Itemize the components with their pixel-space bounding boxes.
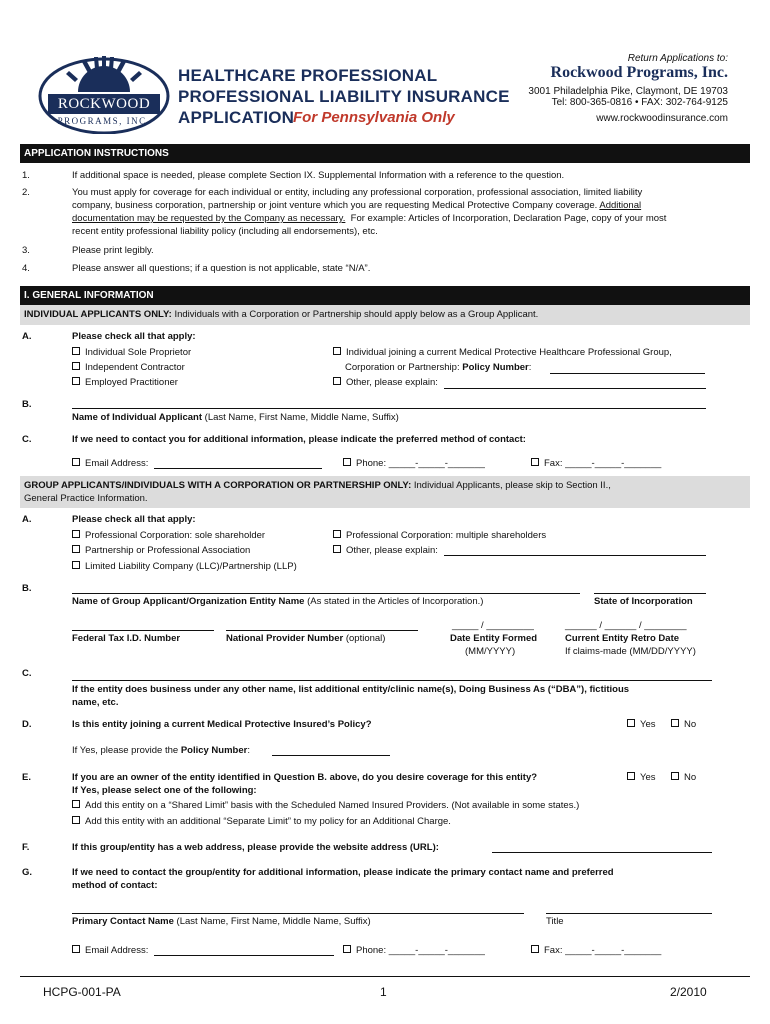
checkbox[interactable] bbox=[72, 561, 80, 569]
checkbox-option[interactable] bbox=[333, 545, 438, 556]
caption-bold: National Provider Number bbox=[226, 633, 344, 644]
title-caption: Title bbox=[546, 916, 564, 927]
checkbox[interactable] bbox=[627, 719, 635, 727]
instruction-underline: Additional bbox=[599, 200, 642, 211]
option-label: Professional Corporation: sole shareholder bbox=[85, 530, 266, 541]
group-applicants-bar bbox=[20, 476, 750, 508]
option-label: Individual Sole Proprietor bbox=[85, 347, 192, 358]
checkbox[interactable] bbox=[627, 772, 635, 780]
checkbox-option[interactable] bbox=[72, 362, 185, 373]
option-label: No bbox=[684, 719, 697, 730]
question-label: A. bbox=[22, 331, 32, 342]
caption-text: (As stated in the Articles of Incorporation.) bbox=[307, 596, 484, 607]
email-field[interactable] bbox=[154, 468, 322, 469]
caption-text: (Last Name, First Name, Middle Name, Suffix) bbox=[176, 916, 371, 927]
option-label: Other, please explain: bbox=[346, 545, 438, 556]
checkbox[interactable] bbox=[333, 377, 341, 385]
question-text: If this group/entity has a web address, please provide the website address (URL): bbox=[72, 842, 439, 853]
group-email-field[interactable] bbox=[154, 955, 334, 956]
contact-fax-option[interactable] bbox=[531, 458, 661, 469]
individual-name-field[interactable] bbox=[72, 408, 706, 409]
npi-field[interactable] bbox=[226, 630, 418, 631]
option-label: Email Address: bbox=[85, 458, 149, 469]
checkbox[interactable] bbox=[333, 530, 341, 538]
option-label: No bbox=[684, 772, 697, 783]
company-website[interactable]: www.rockwoodinsurance.com bbox=[596, 113, 728, 124]
website-field[interactable] bbox=[492, 852, 712, 853]
footer-rule bbox=[20, 976, 750, 977]
checkbox-option[interactable] bbox=[333, 530, 546, 541]
yes-option[interactable] bbox=[627, 719, 656, 730]
question-label: C. bbox=[22, 434, 32, 445]
question-text: Please check all that apply: bbox=[72, 331, 196, 342]
no-option[interactable] bbox=[671, 719, 696, 730]
checkbox-option[interactable] bbox=[333, 347, 672, 358]
instruction-span: For example: Articles of Incorporation, Declaration Page, copy of your most bbox=[350, 213, 667, 224]
fax-field[interactable]: _____-_____-_______ bbox=[565, 458, 662, 469]
caption-line: name, etc. bbox=[72, 697, 119, 708]
state-caption: State of Incorporation bbox=[594, 596, 693, 607]
prompt-bold: Policy Number bbox=[180, 745, 248, 756]
question-label: D. bbox=[22, 719, 32, 730]
bar-bold: INDIVIDUAL APPLICANTS ONLY: bbox=[24, 309, 172, 320]
dba-field[interactable] bbox=[72, 680, 712, 681]
date-formed-format: (MM/YYYY) bbox=[465, 646, 516, 657]
instructions-heading: APPLICATION INSTRUCTIONS bbox=[20, 144, 750, 163]
checkbox[interactable] bbox=[72, 800, 80, 808]
bar-text: Individuals with a Corporation or Partnership should apply below as a Group Applicant. bbox=[174, 309, 539, 320]
question-line: If we need to contact the group/entity for additional information, please indicate the primary contact name and preferred bbox=[72, 867, 614, 878]
checkbox[interactable] bbox=[343, 458, 351, 466]
instruction-text: Please answer all questions; if a question is not applicable, state “N/A”. bbox=[72, 263, 371, 274]
instruction-line bbox=[72, 199, 712, 212]
bar-text: Individual Applicants, please skip to Section II., bbox=[413, 480, 611, 491]
checkbox[interactable] bbox=[72, 545, 80, 553]
bar-line: General Practice Information. bbox=[24, 493, 148, 504]
field-caption bbox=[72, 412, 399, 423]
question-label: G. bbox=[22, 867, 33, 878]
contact-email-option[interactable] bbox=[72, 945, 148, 956]
option-label: Email Address: bbox=[85, 945, 149, 956]
group-name-field[interactable] bbox=[72, 593, 580, 594]
checkbox[interactable] bbox=[72, 347, 80, 355]
date-formed-field[interactable]: _____ / _________ bbox=[452, 620, 534, 631]
question-label: A. bbox=[22, 514, 32, 525]
company-phone-fax: Tel: 800-365-0816 • FAX: 302-764-9125 bbox=[551, 97, 728, 108]
company-address: 3001 Philadelphia Pike, Claymont, DE 19703 bbox=[528, 86, 728, 97]
checkbox-option[interactable] bbox=[72, 561, 297, 572]
form-title-line1: HEALTHCARE PROFESSIONAL bbox=[178, 66, 438, 85]
caption-bold: Name of Individual Applicant bbox=[72, 412, 203, 423]
checkbox[interactable] bbox=[343, 945, 351, 953]
contact-phone-option[interactable] bbox=[343, 945, 485, 956]
question-text: If you are an owner of the entity identified in Question B. above, do you desire coverage for this entity? bbox=[72, 772, 538, 783]
company-logo bbox=[38, 52, 170, 134]
contact-title-field[interactable] bbox=[546, 913, 712, 914]
logo-name: ROCKWOOD bbox=[57, 96, 151, 112]
logo-subtitle: PROGRAMS, INC. bbox=[57, 116, 151, 126]
instruction-num: 4. bbox=[22, 263, 30, 274]
option-label: Fax: bbox=[544, 458, 563, 469]
checkbox[interactable] bbox=[72, 945, 80, 953]
instruction-line: You must apply for coverage for each individual or entity, including any professional corporation, professional association, limited liability bbox=[72, 187, 643, 198]
retro-date-field[interactable]: ______ / ______ / ________ bbox=[565, 620, 687, 631]
checkbox-option[interactable] bbox=[72, 377, 178, 388]
primary-contact-field[interactable] bbox=[72, 913, 524, 914]
group-other-explain-field[interactable] bbox=[444, 555, 706, 556]
instruction-line bbox=[72, 212, 712, 225]
instruction-text bbox=[72, 186, 712, 238]
contact-email-option[interactable] bbox=[72, 458, 148, 469]
bar-bold: GROUP APPLICANTS/INDIVIDUALS WITH A CORPORATION OR PARTNERSHIP ONLY: bbox=[24, 480, 412, 491]
caption-line: If the entity does business under any other name, list additional entity/clinic name(s), Doing Business As (“DBA”), fictitious bbox=[72, 684, 630, 695]
option-label: Add this entity on a “Shared Limit” basis with the Scheduled Named Insured Providers. (Not available in some states.) bbox=[85, 800, 580, 811]
checkbox[interactable] bbox=[531, 458, 539, 466]
yes-option[interactable] bbox=[627, 772, 656, 783]
other-explain-field[interactable] bbox=[444, 388, 706, 389]
option-label: Fax: bbox=[544, 945, 563, 956]
question-label: C. bbox=[22, 668, 32, 679]
instruction-num: 2. bbox=[22, 187, 30, 198]
state-of-incorporation-field[interactable] bbox=[594, 593, 706, 594]
phone-field[interactable]: _____-_____-_______ bbox=[388, 458, 485, 469]
phone-field[interactable]: _____-_____-_______ bbox=[388, 945, 485, 956]
checkbox[interactable] bbox=[671, 772, 679, 780]
instruction-num: 1. bbox=[22, 170, 30, 181]
retro-date-caption: Current Entity Retro Date bbox=[565, 633, 680, 644]
question-label: F. bbox=[22, 842, 30, 853]
checkbox[interactable] bbox=[72, 816, 80, 824]
question-label: E. bbox=[22, 772, 31, 783]
checkbox[interactable] bbox=[671, 719, 679, 727]
form-title-line2: PROFESSIONAL LIABILITY INSURANCE bbox=[178, 87, 510, 106]
tax-id-caption: Federal Tax I.D. Number bbox=[72, 633, 181, 644]
npi-caption bbox=[226, 633, 385, 644]
page-number: 1 bbox=[380, 985, 387, 999]
prompt-text: If Yes, please provide the bbox=[72, 745, 179, 756]
individual-applicants-bar bbox=[20, 305, 750, 325]
return-label: Return Applications to: bbox=[627, 53, 728, 64]
company-name: Rockwood Programs, Inc. bbox=[550, 64, 728, 81]
no-option[interactable] bbox=[671, 772, 696, 783]
checkbox[interactable] bbox=[72, 530, 80, 538]
form-title-line3: APPLICATION bbox=[178, 108, 295, 127]
option-label: Employed Practitioner bbox=[85, 377, 178, 388]
checkbox-option[interactable] bbox=[72, 347, 191, 358]
question-text: If Yes, please select one of the following: bbox=[72, 785, 257, 796]
checkbox-option[interactable] bbox=[72, 545, 250, 556]
caption-bold: Primary Contact Name bbox=[72, 916, 174, 927]
instruction-line: recent entity professional liability policy (including all endorsements), etc. bbox=[72, 226, 378, 237]
caption-bold: Name of Group Applicant/Organization Entity Name bbox=[72, 596, 305, 607]
policy-number-label: Policy Number bbox=[462, 362, 529, 373]
field-caption bbox=[72, 916, 371, 927]
instruction-text: If additional space is needed, please complete Section IX. Supplemental Information with a reference to the question. bbox=[72, 170, 565, 181]
fax-field[interactable]: _____-_____-_______ bbox=[565, 945, 662, 956]
group-policy-number-field[interactable] bbox=[272, 755, 390, 756]
option-label: Yes bbox=[640, 719, 656, 730]
option-label: Yes bbox=[640, 772, 656, 783]
question-text: Is this entity joining a current Medical Protective Insured’s Policy? bbox=[72, 719, 372, 730]
option-label: Phone: bbox=[356, 458, 387, 469]
instruction-underline: documentation may be requested by the Company as necessary. bbox=[72, 213, 346, 224]
field-caption bbox=[72, 596, 483, 607]
contact-phone-option[interactable] bbox=[343, 458, 485, 469]
question-label: B. bbox=[22, 399, 32, 410]
option-label: Individual joining a current Medical Protective Healthcare Professional Group, bbox=[346, 347, 672, 358]
date-formed-caption: Date Entity Formed bbox=[450, 633, 538, 644]
question-text bbox=[72, 866, 722, 892]
checkbox-option[interactable] bbox=[333, 377, 438, 388]
question-label: B. bbox=[22, 583, 32, 594]
form-id: HCPG-001-PA bbox=[43, 985, 121, 999]
dba-caption bbox=[72, 683, 722, 709]
retro-date-format: If claims-made (MM/DD/YYYY) bbox=[565, 646, 696, 657]
section-general-info-heading: I. GENERAL INFORMATION bbox=[20, 286, 750, 305]
question-text: Please check all that apply: bbox=[72, 514, 196, 525]
policy-number-field[interactable] bbox=[550, 373, 705, 374]
checkbox[interactable] bbox=[72, 362, 80, 370]
checkbox-option[interactable] bbox=[72, 800, 579, 811]
question-line: method of contact: bbox=[72, 880, 158, 891]
option-label: Partnership or Professional Association bbox=[85, 545, 251, 556]
instruction-span: company, business corporation, partnership or joint venture which you are requesting Medical Protective Company coverage. bbox=[72, 200, 598, 211]
instruction-num: 3. bbox=[22, 245, 30, 256]
option-label: Professional Corporation: multiple shareholders bbox=[346, 530, 547, 541]
checkbox-option[interactable] bbox=[72, 816, 451, 827]
checkbox[interactable] bbox=[72, 377, 80, 385]
option-label: Add this entity with an additional “Separate Limit” to my policy for an Additional Charge. bbox=[85, 816, 451, 827]
checkbox[interactable] bbox=[333, 545, 341, 553]
checkbox[interactable] bbox=[531, 945, 539, 953]
option-continuation: Corporation or Partnership: Policy Number: bbox=[345, 362, 532, 373]
form-title-state: For Pennsylvania Only bbox=[293, 109, 455, 126]
checkbox[interactable] bbox=[72, 458, 80, 466]
option-label: Limited Liability Company (LLC)/Partnership (LLP) bbox=[85, 561, 297, 572]
bar-line bbox=[24, 479, 746, 492]
tax-id-field[interactable] bbox=[72, 630, 214, 631]
option-label: Independent Contractor bbox=[85, 362, 185, 373]
option-label: Other, please explain: bbox=[346, 377, 438, 388]
option-label: Phone: bbox=[356, 945, 387, 956]
instruction-text: Please print legibly. bbox=[72, 245, 154, 256]
caption-text: (optional) bbox=[345, 633, 386, 644]
contact-fax-option[interactable] bbox=[531, 945, 661, 956]
question-text: If we need to contact you for additional information, please indicate the preferred method of contact: bbox=[72, 434, 526, 445]
form-date: 2/2010 bbox=[670, 985, 707, 999]
option-label: Corporation or Partnership: bbox=[345, 362, 460, 373]
checkbox-option[interactable] bbox=[72, 530, 265, 541]
checkbox[interactable] bbox=[333, 347, 341, 355]
policy-number-prompt: If Yes, please provide the Policy Number: bbox=[72, 745, 250, 756]
caption-text: (Last Name, First Name, Middle Name, Suffix) bbox=[204, 412, 399, 423]
